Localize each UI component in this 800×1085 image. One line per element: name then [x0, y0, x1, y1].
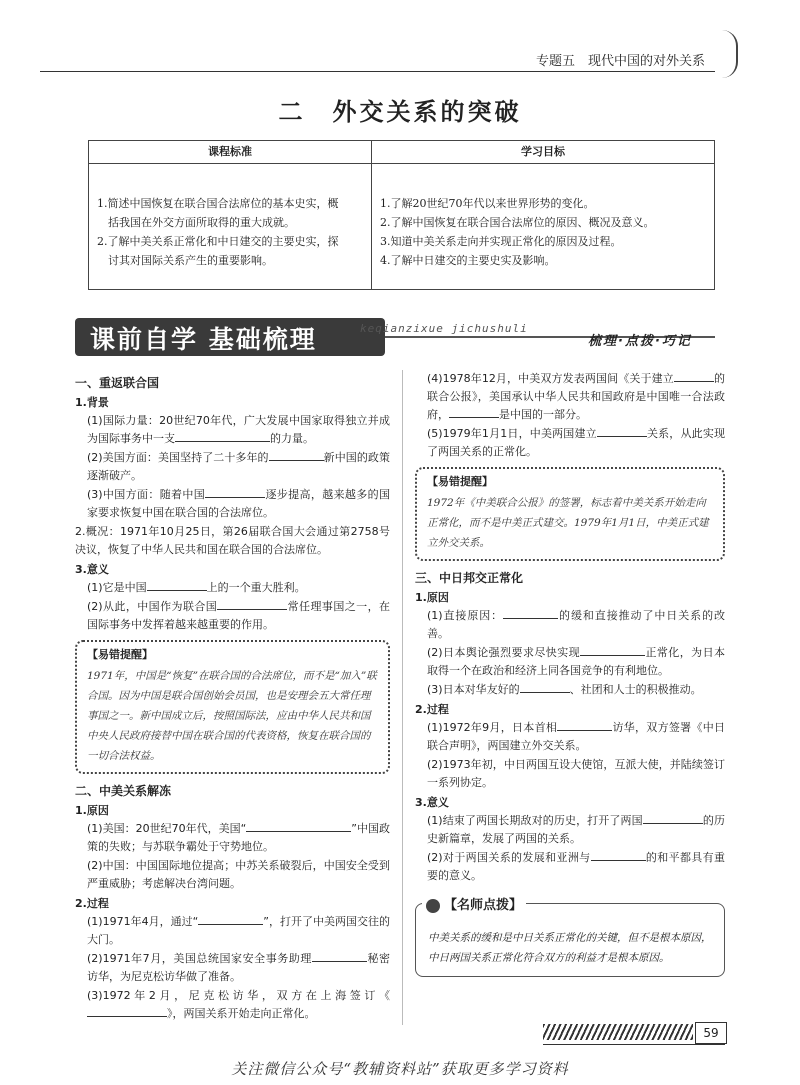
fill-blank[interactable]	[198, 913, 263, 925]
subheading: 1.原因	[415, 591, 449, 604]
standards-table	[88, 140, 715, 290]
paragraph: (1)美国：20世纪70年代，美国“ ”中国政策的失败；与苏联争霸处于守势地位。	[87, 822, 390, 853]
paragraph: (2)1973年初，中日两国互设大使馆，互派大使，并陆续签订一系列协定。	[427, 758, 725, 789]
paragraph: (5)1979年1月1日，中美两国建立 关系，从此实现了两国关系的正常化。	[427, 427, 725, 458]
paragraph: (2)中国：中国国际地位提高；中苏关系破裂后，中国安全受到严重威胁；考虑解决台湾问题。	[87, 859, 390, 890]
paragraph: (3)1972年2月，尼克松访华，双方在上海签订《》，两国关系开始走向正常化。	[87, 989, 390, 1020]
right-column	[415, 370, 725, 977]
paragraph: (2)1971年7月，美国总统国家安全事务助理 秘密访华，为尼克松访华做了准备。	[87, 952, 391, 983]
header-bracket-decoration	[722, 30, 738, 78]
fill-blank[interactable]	[175, 430, 270, 442]
fill-blank[interactable]	[557, 719, 612, 731]
header-rule	[40, 71, 715, 72]
tip-title: 【易错提醒】	[87, 648, 153, 661]
page-number: 59	[695, 1022, 727, 1044]
pin-icon	[426, 899, 440, 913]
paragraph: (1)它是中国 上的一个重大胜利。	[87, 581, 306, 594]
paragraph: (4)1978年12月，中美双方发表两国间《关于建立 的联合公报》，美国承认中华人民共和国政府是中国唯一合法政府， 是中国的一部分。	[427, 372, 725, 421]
fill-blank[interactable]	[87, 1005, 167, 1017]
standard-item: 1.简述中国恢复在联合国合法席位的基本史实，概	[97, 197, 339, 210]
expert-tip-body: 中美关系的缓和是中日关系正常化的关键，但不是根本原因，中日两国关系正常化符合双方的利益才是根本原因。	[428, 932, 712, 964]
fill-blank[interactable]	[205, 486, 265, 498]
learning-goals-header: 学习目标	[372, 141, 714, 164]
subheading: 2.过程	[415, 703, 449, 716]
paragraph: (2)日本舆论强烈要求尽快实现 正常化，为日本取得一个在政治和经济上同各国竞争的有利地位。	[427, 646, 725, 677]
paragraph: (1)1972年9月，日本首相 访华，双方签署《中日联合声明》，两国建立外交关系。	[427, 721, 726, 752]
subheading: 3.意义	[75, 563, 109, 576]
paragraph: (2)美国方面：美国坚持了二十多年的 新中国的政策逐渐破产。	[87, 451, 390, 482]
section-heading: 二、中美关系解冻	[75, 784, 172, 798]
paragraph: (2)对于两国关系的发展和亚洲与 的和平都具有重要的意义。	[427, 851, 725, 882]
chapter-header: 专题五 现代中国的对外关系	[535, 54, 705, 69]
standard-item: 2.了解中美关系正常化和中日建交的主要史实，探	[97, 235, 339, 248]
tip-title: 【易错提醒】	[427, 475, 493, 488]
subheading: 2.过程	[75, 897, 109, 910]
section-heading: 三、中日邦交正常化	[415, 571, 524, 585]
course-standards-header: 课程标准	[89, 141, 371, 164]
fill-blank[interactable]	[580, 644, 645, 656]
standard-item: 括我国在外交方面所取得的重大成就。	[97, 216, 295, 229]
footer-note: 关注微信公众号“教辅资料站”获取更多学习资料	[231, 1060, 569, 1078]
fill-blank[interactable]	[591, 849, 646, 861]
fill-blank[interactable]	[503, 607, 558, 619]
paragraph: (2)从此，中国作为联合国 常任理事国之一，在国际事务中发挥着越来越重要的作用。	[87, 600, 391, 631]
fill-blank[interactable]	[269, 449, 324, 461]
tip-body: 1972年《中美联合公报》的签署，标志着中美关系开始走向正常化，而不是中美正式建交。1979年1月1日，中美正式建立外交关系。	[427, 497, 709, 549]
goal-item: 1.了解20世纪70年代以来世界形势的变化。	[380, 197, 595, 210]
fill-blank[interactable]	[449, 406, 499, 418]
tip-box	[75, 640, 390, 774]
left-column	[75, 370, 390, 1024]
tip-box	[415, 467, 725, 561]
section-banner-pinyin: keqianzixue jichushuli	[360, 322, 528, 335]
section-heading: 一、重返联合国	[75, 376, 160, 390]
learning-goals-column	[372, 141, 714, 289]
fill-blank[interactable]	[147, 579, 207, 591]
paragraph: 2.概况：1971年10月25日，第26届联合国大会通过第2758号决议，恢复了中华人民共和国在联合国的合法席位。	[75, 525, 390, 556]
goal-item: 4.了解中日建交的主要史实及影响。	[380, 254, 556, 267]
course-standards-column	[89, 141, 372, 289]
paragraph: (1)直接原因： 的缓和直接推动了中日关系的改善。	[427, 609, 725, 640]
footer-rule	[543, 1044, 725, 1045]
paragraph: (3)中国方面：随着中国 逐步提高，越来越多的国家要求恢复中国在联合国的合法席位。	[87, 488, 390, 519]
paragraph: (3)日本对华友好的 、社团和人士的积极推动。	[427, 683, 702, 696]
fill-blank[interactable]	[246, 820, 351, 832]
fill-blank[interactable]	[312, 950, 367, 962]
subheading: 3.意义	[415, 796, 449, 809]
goal-item: 2.了解中国恢复在联合国合法席位的原因、概况及意义。	[380, 216, 655, 229]
subheading: 1.背景	[75, 396, 109, 409]
subheading: 1.原因	[75, 804, 109, 817]
standard-item: 讨其对国际关系产生的重要影响。	[97, 254, 273, 267]
column-divider	[402, 370, 403, 1025]
page-title: 二 外交关系的突破	[278, 97, 522, 126]
expert-tip-box	[415, 898, 725, 977]
tip-body: 1971年，中国是“恢复”在联合国的合法席位，而不是“加入”联合国。因为中国是联合国创始会员国，也是安理会五大常任理事国之一。新中国成立后，按照国际法，应由中华人民共和国中央人民政府接替中国在联合国的代表资格，恢复在联合国的一切合法权益。	[87, 670, 377, 762]
goal-item: 3.知道中美关系走向并实现正常化的原因及过程。	[380, 235, 622, 248]
expert-tip-title: 【名师点拨】	[422, 894, 526, 913]
paragraph: (1)1971年4月，通过“ ”，打开了中美两国交往的大门。	[87, 915, 390, 946]
fill-blank[interactable]	[597, 425, 647, 437]
section-banner-tag: 梳理·点拨·巧记	[588, 334, 692, 349]
paragraph: (1)国际力量：20世纪70年代，广大发展中国家取得独立并成为国际事务中一支 的力量。	[87, 414, 390, 445]
paragraph: (1)结束了两国长期敌对的历史，打开了两国 的历史新篇章，发展了两国的关系。	[427, 814, 725, 845]
fill-blank[interactable]	[217, 598, 287, 610]
page-number-hatch-decoration	[543, 1024, 693, 1040]
fill-blank[interactable]	[674, 370, 714, 382]
fill-blank[interactable]	[643, 812, 703, 824]
fill-blank[interactable]	[520, 681, 570, 693]
section-banner-title: 课前自学 基础梳理	[90, 325, 317, 354]
